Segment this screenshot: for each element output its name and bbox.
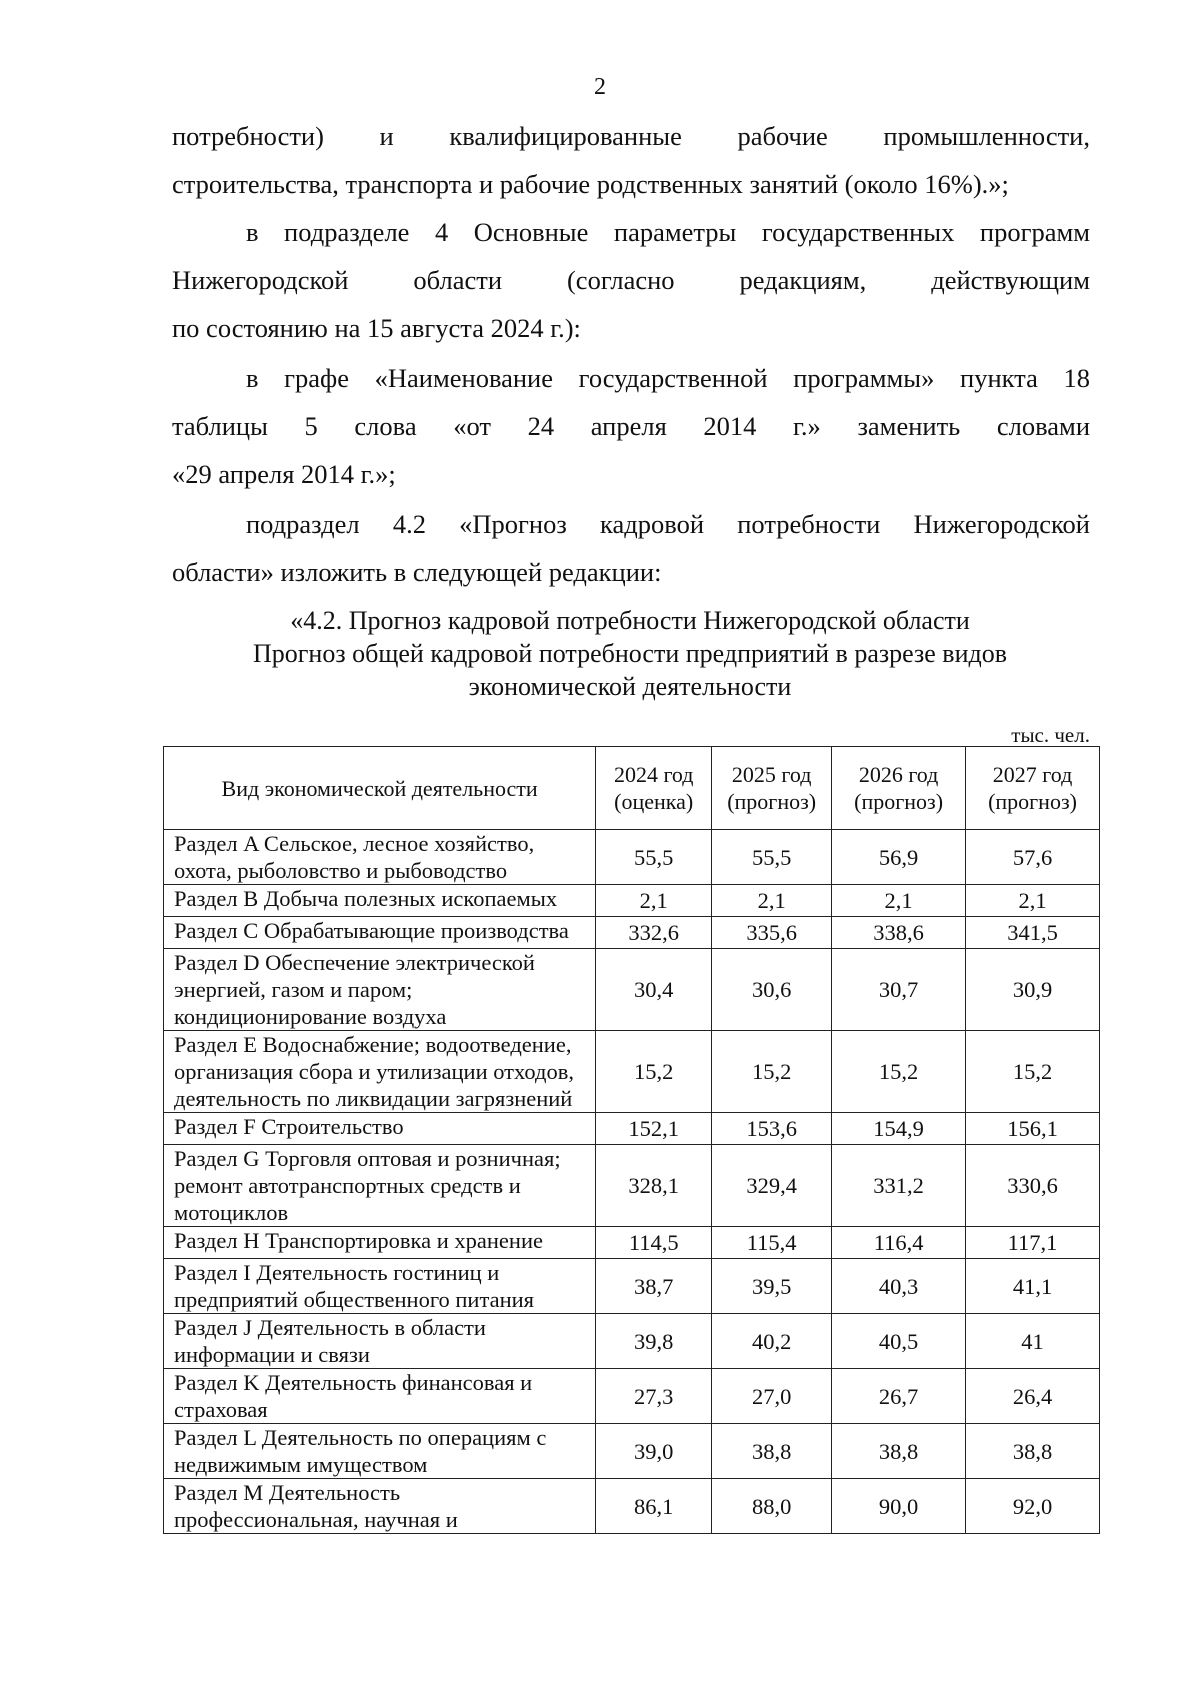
value-2027-cell: 156,1: [966, 1113, 1100, 1145]
header-year: 2026 год: [858, 762, 939, 787]
paragraph-line: потребности) и квалифицированные рабочие промышленности,: [172, 121, 1090, 151]
value-2025-cell: 38,8: [712, 1424, 832, 1479]
activity-cell: Раздел B Добыча полезных ископаемых: [164, 885, 596, 917]
header-note: (прогноз): [854, 789, 944, 814]
page-number: 2: [594, 74, 606, 100]
value-2026-cell: 90,0: [832, 1479, 966, 1534]
table-header-row: [164, 747, 1100, 830]
table-row: [164, 1314, 1100, 1369]
value-2024-cell: 114,5: [596, 1227, 712, 1259]
value-2027-cell: 117,1: [966, 1227, 1100, 1259]
value-2026-cell: 2,1: [832, 885, 966, 917]
value-2026-cell: 56,9: [832, 830, 966, 885]
paragraph-line: подраздел 4.2 «Прогноз кадровой потребности Нижегородской: [246, 509, 1090, 539]
value-2025-cell: 30,6: [712, 949, 832, 1031]
value-2025-cell: 329,4: [712, 1145, 832, 1227]
section-subheading: экономической деятельности: [468, 672, 792, 701]
value-2024-cell: 30,4: [596, 949, 712, 1031]
activity-cell: Раздел K Деятельность финансовая и страховая: [164, 1369, 596, 1424]
header-2027: [966, 747, 1100, 830]
activity-cell: Раздел F Строительство: [164, 1113, 596, 1145]
table-row: [164, 1479, 1100, 1534]
table-row: [164, 1369, 1100, 1424]
value-2024-cell: 39,0: [596, 1424, 712, 1479]
value-2026-cell: 338,6: [832, 917, 966, 949]
paragraph-line: в подразделе 4 Основные параметры государственных программ: [246, 217, 1090, 247]
value-2025-cell: 2,1: [712, 885, 832, 917]
value-2026-cell: 26,7: [832, 1369, 966, 1424]
paragraph-2: [172, 208, 1090, 352]
value-2026-cell: 331,2: [832, 1145, 966, 1227]
value-2024-cell: 328,1: [596, 1145, 712, 1227]
value-2027-cell: 15,2: [966, 1031, 1100, 1113]
activity-cell: Раздел J Деятельность в области информации и связи: [164, 1314, 596, 1369]
value-2024-cell: 55,5: [596, 830, 712, 885]
value-2025-cell: 15,2: [712, 1031, 832, 1113]
forecast-table: [163, 746, 1100, 1534]
paragraph-line: «29 апреля 2014 г.»;: [172, 459, 396, 489]
table-row: [164, 1227, 1100, 1259]
header-year: 2025 год: [731, 762, 812, 787]
table-row: [164, 1031, 1100, 1113]
value-2024-cell: 332,6: [596, 917, 712, 949]
paragraph-line: области» изложить в следующей редакции:: [172, 557, 662, 587]
table-row: [164, 1424, 1100, 1479]
table-row: [164, 1259, 1100, 1314]
value-2027-cell: 30,9: [966, 949, 1100, 1031]
table-row: [164, 1113, 1100, 1145]
table-row: [164, 1145, 1100, 1227]
value-2025-cell: 55,5: [712, 830, 832, 885]
value-2024-cell: 27,3: [596, 1369, 712, 1424]
value-2026-cell: 38,8: [832, 1424, 966, 1479]
table-unit: тыс. чел.: [1011, 723, 1090, 747]
paragraph-line: по состоянию на 15 августа 2024 г.):: [172, 313, 581, 343]
value-2025-cell: 335,6: [712, 917, 832, 949]
value-2024-cell: 39,8: [596, 1314, 712, 1369]
activity-cell: Раздел A Сельское, лесное хозяйство, охота, рыболовство и рыбоводство: [164, 830, 596, 885]
activity-cell: Раздел M Деятельность профессиональная, научная и: [164, 1479, 596, 1534]
value-2025-cell: 153,6: [712, 1113, 832, 1145]
paragraph-line: таблицы 5 слова «от 24 апреля 2014 г.» заменить словами: [172, 411, 1090, 441]
value-2024-cell: 152,1: [596, 1113, 712, 1145]
activity-cell: Раздел I Деятельность гостиниц и предприятий общественного питания: [164, 1259, 596, 1314]
activity-cell: Раздел E Водоснабжение; водоотведение, организация сбора и утилизации отходов, деятельность по ликвидации загрязнений: [164, 1031, 596, 1113]
value-2027-cell: 92,0: [966, 1479, 1100, 1534]
activity-cell: Раздел H Транспортировка и хранение: [164, 1227, 596, 1259]
value-2027-cell: 330,6: [966, 1145, 1100, 1227]
header-2026: [832, 747, 966, 830]
header-year: 2027 год: [992, 762, 1073, 787]
header-activity: Вид экономической деятельности: [164, 747, 596, 830]
value-2026-cell: 40,5: [832, 1314, 966, 1369]
header-note: (оценка): [614, 789, 694, 814]
activity-cell: Раздел L Деятельность по операциям с недвижимым имуществом: [164, 1424, 596, 1479]
value-2027-cell: 57,6: [966, 830, 1100, 885]
value-2027-cell: 41: [966, 1314, 1100, 1369]
table-body: [164, 830, 1100, 1534]
section-heading: «4.2. Прогноз кадровой потребности Нижегородской области: [290, 606, 970, 635]
table-row: [164, 917, 1100, 949]
value-2024-cell: 2,1: [596, 885, 712, 917]
value-2025-cell: 27,0: [712, 1369, 832, 1424]
value-2025-cell: 40,2: [712, 1314, 832, 1369]
value-2027-cell: 2,1: [966, 885, 1100, 917]
value-2024-cell: 15,2: [596, 1031, 712, 1113]
paragraph-line: строительства, транспорта и рабочие родственных занятий (около 16%).»;: [172, 169, 1009, 199]
activity-cell: Раздел D Обеспечение электрической энергией, газом и паром; кондиционирование воздуха: [164, 949, 596, 1031]
header-note: (прогноз): [727, 789, 817, 814]
paragraph-3: [172, 354, 1090, 498]
value-2025-cell: 88,0: [712, 1479, 832, 1534]
value-2025-cell: 115,4: [712, 1227, 832, 1259]
section-title: [0, 604, 1200, 703]
table-row: [164, 885, 1100, 917]
paragraph-4: [172, 500, 1090, 596]
value-2025-cell: 39,5: [712, 1259, 832, 1314]
value-2027-cell: 38,8: [966, 1424, 1100, 1479]
header-year: 2024 год: [613, 762, 694, 787]
activity-cell: Раздел C Обрабатывающие производства: [164, 917, 596, 949]
paragraph-line: в графе «Наименование государственной программы» пункта 18: [246, 363, 1090, 393]
header-note: (прогноз): [988, 789, 1077, 814]
value-2027-cell: 26,4: [966, 1369, 1100, 1424]
value-2027-cell: 41,1: [966, 1259, 1100, 1314]
table-row: [164, 830, 1100, 885]
value-2026-cell: 116,4: [832, 1227, 966, 1259]
section-subheading: Прогноз общей кадровой потребности предприятий в разрезе видов: [252, 639, 1007, 668]
value-2026-cell: 30,7: [832, 949, 966, 1031]
paragraph-line: Нижегородской области (согласно редакциям, действующим: [172, 265, 1090, 295]
activity-cell: Раздел G Торговля оптовая и розничная; ремонт автотранспортных средств и мотоциклов: [164, 1145, 596, 1227]
value-2024-cell: 86,1: [596, 1479, 712, 1534]
table-row: [164, 949, 1100, 1031]
value-2027-cell: 341,5: [966, 917, 1100, 949]
paragraph-1: [172, 112, 1090, 208]
value-2026-cell: 40,3: [832, 1259, 966, 1314]
header-2025: [712, 747, 832, 830]
value-2024-cell: 38,7: [596, 1259, 712, 1314]
value-2026-cell: 15,2: [832, 1031, 966, 1113]
value-2026-cell: 154,9: [832, 1113, 966, 1145]
header-2024: [596, 747, 712, 830]
